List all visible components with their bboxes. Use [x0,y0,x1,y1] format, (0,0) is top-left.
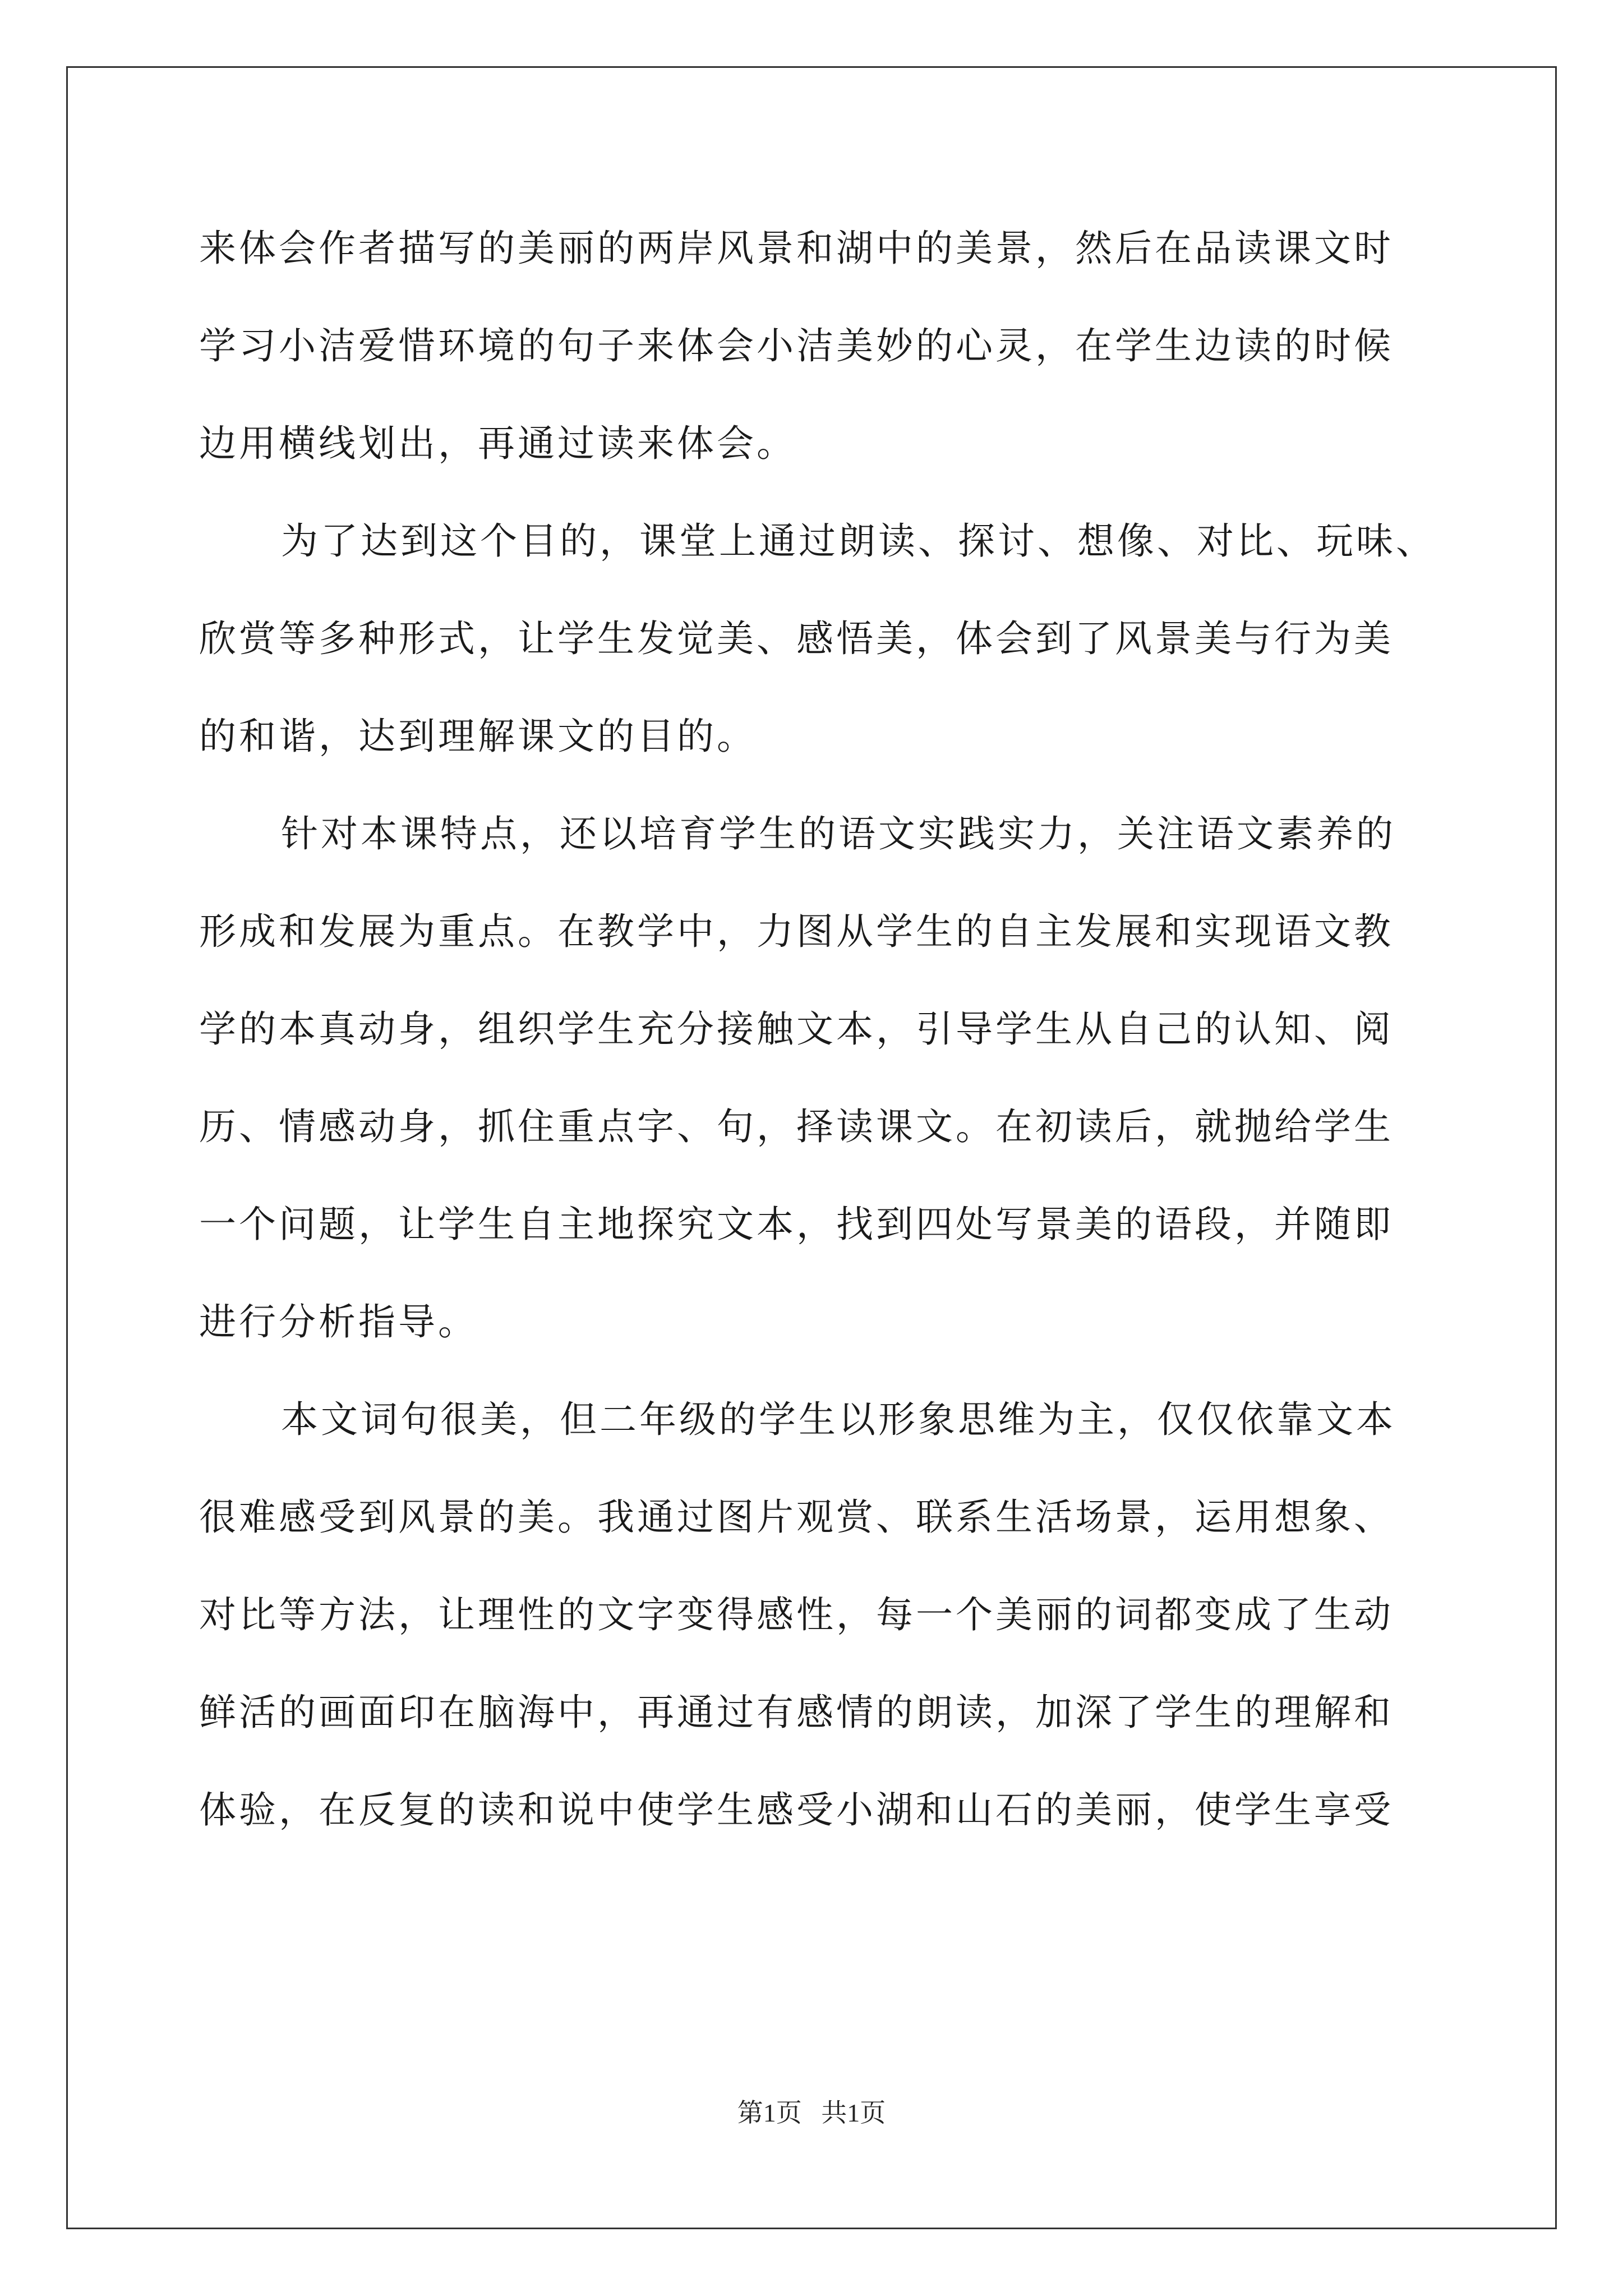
text-line: 形成和发展为重点。在教学中，力图从学生的自主发展和实现语文教 [199,910,1394,953]
text-line: 来体会作者描写的美丽的两岸风景和湖中的美景，然后在品读课文时 [199,227,1394,270]
document-body [199,212,1436,1871]
text-line: 很难感受到风景的美。我通过图片观赏、联系生活场景，运用想象、 [199,1496,1394,1539]
text-line: 鲜活的画面印在脑海中，再通过有感情的朗读，加深了学生的理解和 [199,1691,1394,1734]
text-line: 边用横线划出，再通过读来体会。 [199,422,796,465]
text-line: 一个问题，让学生自主地探究文本，找到四处写景美的语段，并随即 [199,1203,1394,1246]
text-line: 欣赏等多种形式，让学生发觉美、感悟美，体会到了风景美与行为美 [199,617,1394,660]
page-number-footer: 第1页 共1页 [737,2099,886,2127]
text-line: 学习小洁爱惜环境的句子来体会小洁美妙的心灵，在学生边读的时候 [199,324,1394,367]
text-line: 对比等方法，让理性的文字变得感性，每一个美丽的词都变成了生动 [199,1593,1394,1636]
paragraph-start-line: 本文词句很美，但二年级的学生以形象思维为主，仅仅依靠文本 [281,1398,1396,1441]
text-line: 进行分析指导。 [199,1300,478,1343]
text-line: 体验，在反复的读和说中使学生感受小湖和山石的美丽，使学生享受 [199,1788,1394,1832]
paragraph-start-line: 针对本课特点，还以培育学生的语文实践实力，关注语文素养的 [281,812,1396,855]
paragraph-start-line: 为了达到这个目的，课堂上通过朗读、探讨、想像、对比、玩味、 [281,519,1436,563]
text-line: 学的本真动身，组织学生充分接触文本，引导学生从自己的认知、阅 [199,1007,1394,1051]
text-line: 的和谐，达到理解课文的目的。 [199,715,757,758]
text-line: 历、情感动身，抓住重点字、句，择读课文。在初读后，就抛给学生 [199,1105,1394,1148]
